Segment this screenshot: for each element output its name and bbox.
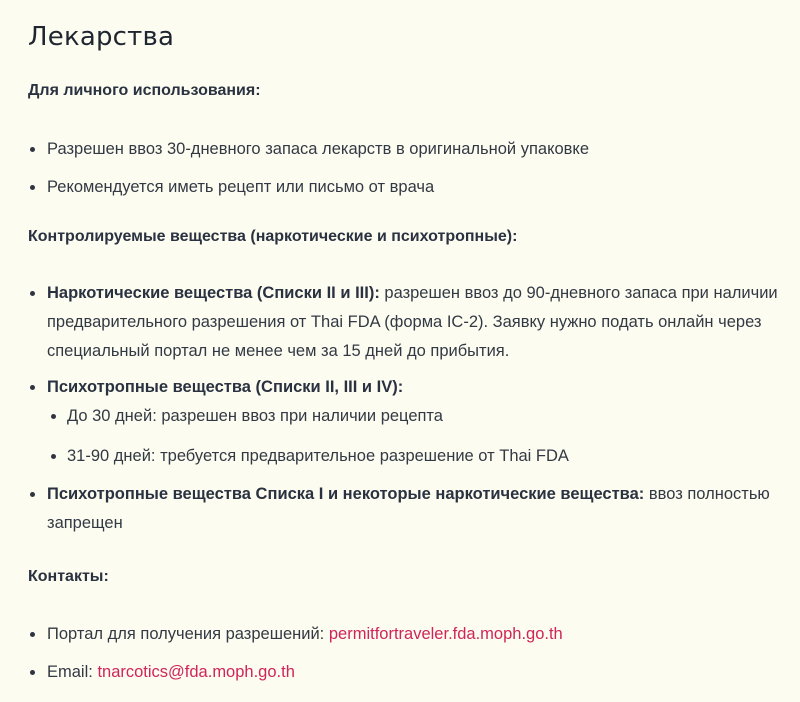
banned-label: Психотропные вещества Списка I и некоторые наркотические вещества: [47, 485, 645, 503]
personal-use-heading: Для личного использования: [28, 82, 261, 99]
controlled-substances-list [28, 279, 780, 538]
banned-text: ввоз полностью запрещен [47, 485, 770, 532]
sub-list-item: До 30 дней: разрешен ввоз при наличии рецепта [47, 402, 780, 431]
list-item: Рекомендуется иметь рецепт или письмо от врача [28, 173, 780, 202]
psychotropic-label: Психотропные вещества (Списки II, III и IV): [47, 378, 404, 396]
list-item-narcotics [28, 279, 780, 366]
narcotics-label: Наркотические вещества (Списки II и III): [47, 284, 380, 302]
list-item: Разрешен ввоз 30-дневного запаса лекарств в оригинальной упаковке [28, 135, 780, 164]
portal-label: Портал для получения разрешений: [47, 625, 329, 643]
list-item-psychotropic [28, 373, 780, 471]
contacts-list [28, 620, 780, 687]
narcotics-text: разрешен ввоз до 90-дневного запаса при наличии предварительного разрешения от Thai FDA (форма IC-2). Заявку нужно подать онлайн через специальный портал не менее чем за 15 дней до прибытия. [47, 284, 778, 360]
email-label: Email: [47, 663, 98, 681]
email-link[interactable]: tnarcotics@fda.moph.go.th [97, 663, 295, 681]
controlled-substances-heading: Контролируемые вещества (наркотические и психотропные): [28, 228, 518, 245]
list-item-portal [28, 620, 780, 649]
list-item-email [28, 658, 780, 687]
sub-list-item: 31-90 дней: требуется предварительное разрешение от Thai FDA [47, 442, 780, 471]
page-title: Лекарства [28, 22, 175, 52]
psychotropic-sublist [47, 402, 780, 471]
portal-link[interactable]: permitfortraveler.fda.moph.go.th [328, 625, 563, 643]
contacts-heading: Контакты: [28, 568, 109, 585]
personal-use-list [28, 135, 780, 202]
list-item-banned [28, 480, 780, 538]
